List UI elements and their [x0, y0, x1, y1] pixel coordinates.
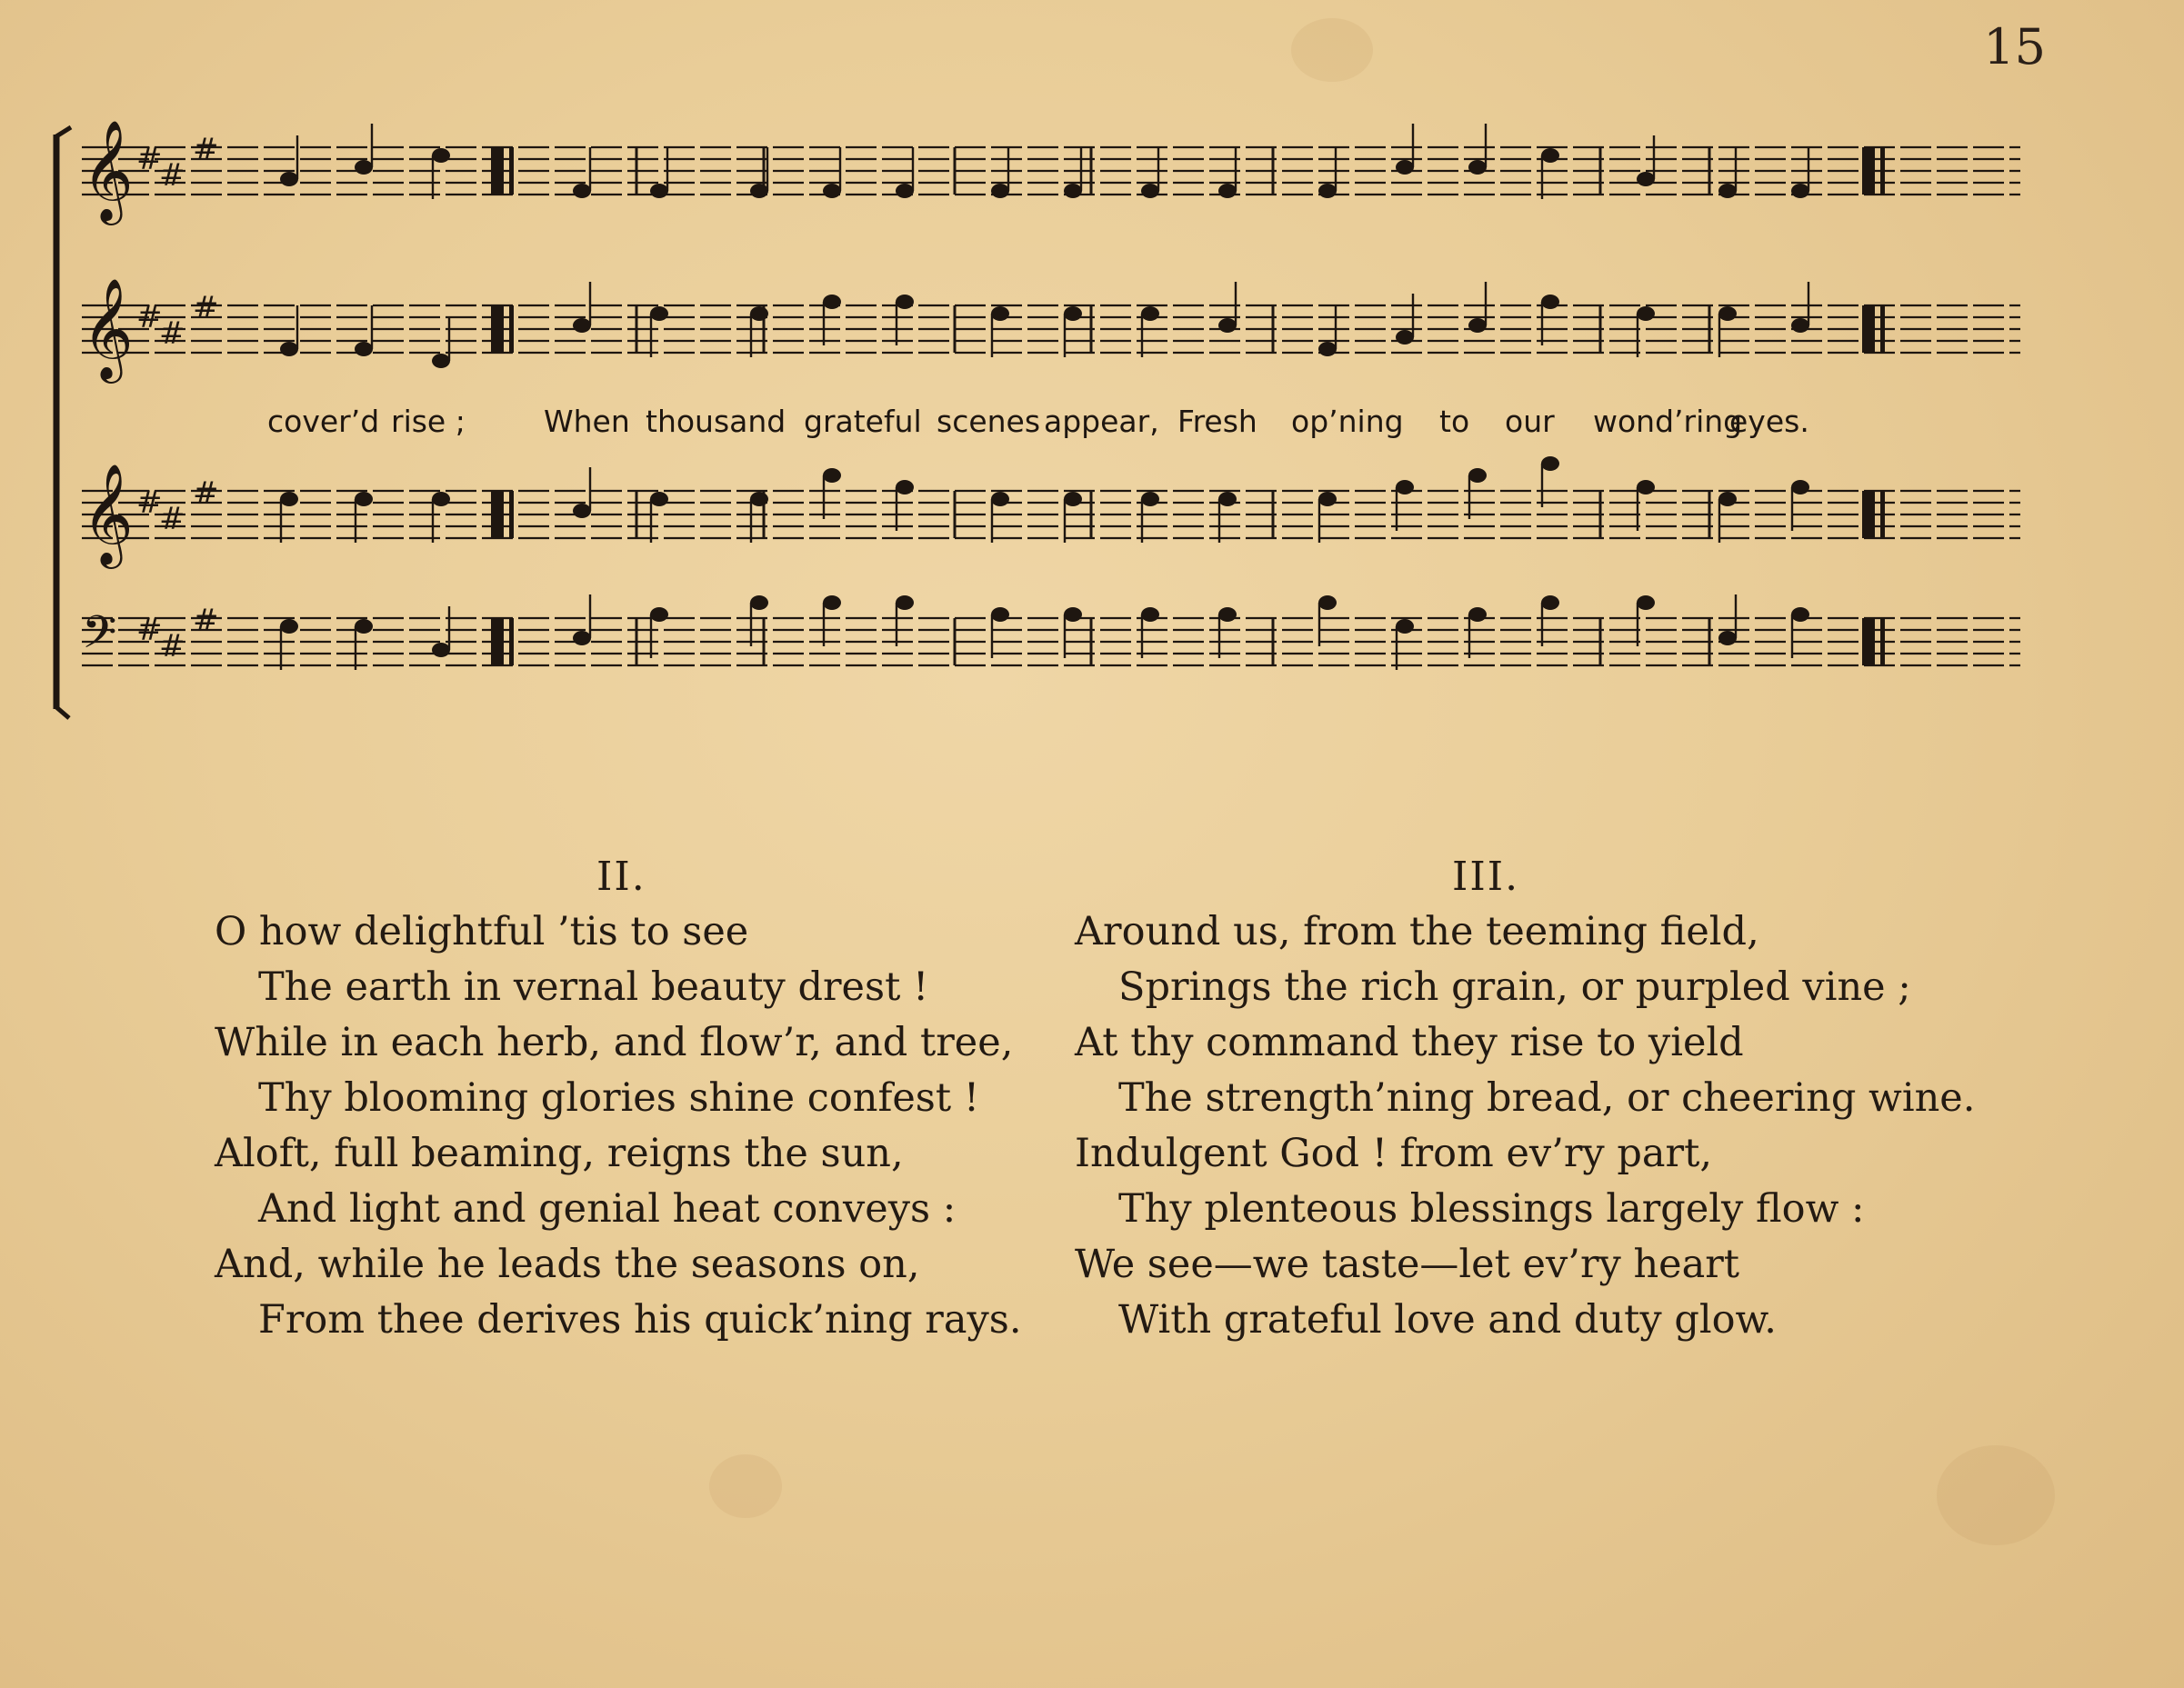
end-barline: [1862, 147, 1875, 195]
lyric-word: grateful: [804, 404, 922, 439]
verse-number: II.: [596, 854, 646, 900]
verse-line: O how delightful ’tis to see: [215, 909, 749, 954]
sharp-sign: #: [159, 501, 185, 537]
note: [355, 342, 373, 356]
clefs: [82, 119, 219, 670]
sharp-sign: #: [136, 484, 163, 521]
note: [432, 643, 450, 657]
sharp-sign: #: [193, 132, 219, 168]
note: [650, 306, 668, 321]
note: [1218, 184, 1237, 198]
note: [650, 184, 668, 198]
treble-clef: 𝄞: [82, 277, 134, 379]
note: [1791, 480, 1809, 494]
note: [573, 318, 591, 333]
note: [1791, 184, 1809, 198]
verse-line: Aloft, full beaming, reigns the sun,: [215, 1131, 904, 1176]
note: [280, 172, 298, 186]
note: [432, 148, 450, 163]
double-barline: [509, 147, 514, 195]
lyric-word: appear,: [1044, 404, 1159, 439]
sharp-sign: #: [136, 612, 163, 648]
note: [1718, 184, 1737, 198]
verse-number: III.: [1452, 854, 1520, 900]
sharp-sign: #: [193, 290, 219, 326]
double-barline: [491, 147, 504, 195]
verse-line: We see—we taste—let ev’ry heart: [1075, 1242, 1740, 1287]
notes: [280, 124, 1809, 670]
note: [1718, 631, 1737, 645]
note: [1468, 160, 1487, 175]
note: [1141, 607, 1159, 622]
note: [1396, 160, 1414, 175]
verse-line: The strength’ning bread, or cheering wine.: [1118, 1075, 1976, 1121]
note: [750, 595, 768, 610]
note: [573, 631, 591, 645]
note: [750, 492, 768, 506]
note: [280, 492, 298, 506]
verse-line: Around us, from the teeming field,: [1075, 909, 1759, 954]
sharp-sign: #: [193, 475, 219, 512]
verse-line: Thy plenteous blessings largely flow :: [1118, 1186, 1865, 1232]
paper-stain: [709, 1454, 782, 1518]
lyric-word: our: [1505, 404, 1555, 439]
note: [896, 184, 914, 198]
end-barline: [1880, 491, 1885, 538]
verse-line: From thee derives his quick’ning rays.: [258, 1297, 1022, 1343]
lyric-word: op’ning: [1291, 404, 1404, 439]
note: [1141, 492, 1159, 506]
sharp-sign: #: [136, 141, 163, 177]
note: [1141, 306, 1159, 321]
end-barline: [1880, 618, 1885, 665]
sharp-sign: #: [159, 315, 185, 352]
verse-line: At thy command they rise to yield: [1075, 1020, 1744, 1065]
note: [280, 619, 298, 634]
double-barline: [491, 618, 504, 665]
note: [1791, 607, 1809, 622]
double-barline: [491, 305, 504, 353]
note: [1541, 595, 1559, 610]
treble-clef: 𝄞: [82, 463, 134, 564]
note: [355, 619, 373, 634]
verse-line: Springs the rich grain, or purpled vine ;: [1118, 964, 1911, 1010]
note: [355, 160, 373, 175]
note: [1218, 607, 1237, 622]
music-score: [0, 0, 2184, 745]
lyric-word: When: [544, 404, 630, 439]
note: [991, 607, 1009, 622]
verse-line: And light and genial heat conveys :: [258, 1186, 957, 1232]
sharp-sign: #: [159, 157, 185, 194]
end-barline: [1862, 305, 1875, 353]
note: [823, 595, 841, 610]
verse-3: [1075, 849, 1976, 1348]
note: [991, 184, 1009, 198]
note: [1318, 184, 1337, 198]
treble-clef: 𝄞: [82, 119, 134, 221]
note: [1718, 492, 1737, 506]
lyrics-line: [267, 404, 1809, 439]
note: [1064, 607, 1082, 622]
note: [1541, 148, 1559, 163]
verse-line: While in each herb, and flow’r, and tree,: [215, 1020, 1014, 1065]
note: [1541, 456, 1559, 471]
lyric-word: rise ;: [391, 404, 466, 439]
note: [650, 607, 668, 622]
note: [750, 306, 768, 321]
note: [1468, 468, 1487, 483]
note: [1064, 306, 1082, 321]
verse-line: Indulgent God ! from ev’ry part,: [1075, 1131, 1713, 1176]
note: [573, 504, 591, 518]
lyric-word: wond’ring: [1593, 404, 1743, 439]
note: [1064, 184, 1082, 198]
note: [1396, 480, 1414, 494]
note: [1637, 172, 1655, 186]
double-barline: [509, 491, 514, 538]
note: [1541, 295, 1559, 309]
verse-line: The earth in vernal beauty drest !: [258, 964, 929, 1010]
lyric-word: Fresh: [1177, 404, 1257, 439]
note: [991, 306, 1009, 321]
sharp-sign: #: [159, 628, 185, 664]
end-barline: [1880, 305, 1885, 353]
lyric-word: eyes.: [1729, 404, 1809, 439]
note: [823, 295, 841, 309]
note: [1064, 492, 1082, 506]
note: [1718, 306, 1737, 321]
note: [896, 595, 914, 610]
note: [1637, 480, 1655, 494]
note: [432, 492, 450, 506]
note: [991, 492, 1009, 506]
page-number: 15: [1983, 18, 2046, 75]
note: [1218, 492, 1237, 506]
note: [823, 184, 841, 198]
sharp-sign: #: [193, 603, 219, 639]
note: [1218, 318, 1237, 333]
note: [1468, 607, 1487, 622]
note: [1468, 318, 1487, 333]
verse-line: Thy blooming glories shine confest !: [258, 1075, 980, 1121]
note: [1396, 619, 1414, 634]
note: [1318, 595, 1337, 610]
paper-stain: [1937, 1445, 2055, 1545]
bass-clef: 𝄢: [82, 606, 117, 670]
note: [573, 184, 591, 198]
note: [1791, 318, 1809, 333]
note: [823, 468, 841, 483]
note: [1396, 330, 1414, 345]
double-barline: [491, 491, 504, 538]
sharp-sign: #: [136, 299, 163, 335]
lyric-word: to: [1439, 404, 1470, 439]
note: [432, 354, 450, 368]
note: [1318, 492, 1337, 506]
note: [896, 295, 914, 309]
system-brace: [56, 127, 71, 718]
note: [1637, 306, 1655, 321]
end-barline: [1862, 491, 1875, 538]
note: [1141, 184, 1159, 198]
lyric-word: scenes: [937, 404, 1041, 439]
end-barline: [1880, 147, 1885, 195]
note: [280, 342, 298, 356]
end-barline: [1862, 618, 1875, 665]
double-barline: [509, 305, 514, 353]
note: [1637, 595, 1655, 610]
lyric-word: thousand: [646, 404, 786, 439]
note: [355, 492, 373, 506]
double-barline: [509, 618, 514, 665]
verse-2: [215, 849, 1033, 1348]
lyric-word: cover’d: [267, 404, 380, 439]
note: [750, 184, 768, 198]
note: [896, 480, 914, 494]
verse-line: With grateful love and duty glow.: [1118, 1297, 1777, 1343]
note: [650, 492, 668, 506]
note: [1318, 342, 1337, 356]
verse-line: And, while he leads the seasons on,: [215, 1242, 920, 1287]
